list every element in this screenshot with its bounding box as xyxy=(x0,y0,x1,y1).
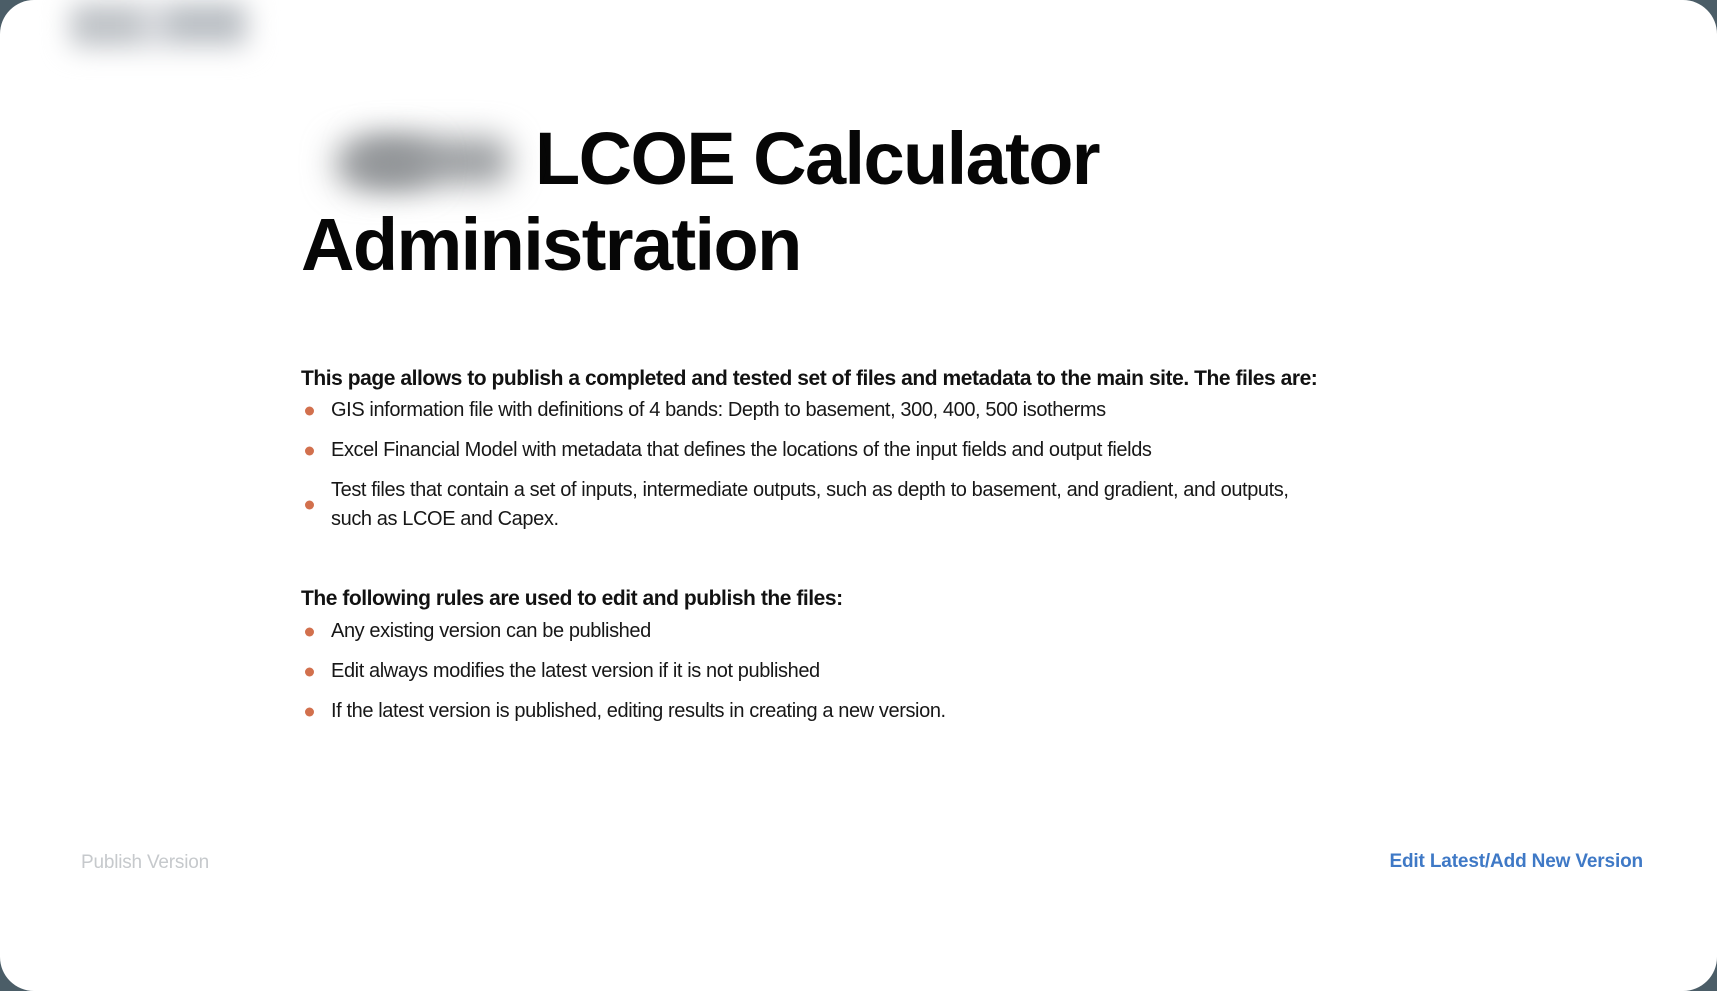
list-item: If the latest version is published, editing results in creating a new version. xyxy=(301,697,1301,726)
company-logo-redacted xyxy=(68,2,250,49)
page-title xyxy=(301,116,1451,288)
edit-latest-add-new-version-link[interactable]: Edit Latest/Add New Version xyxy=(1389,851,1643,872)
list-item: Test files that contain a set of inputs, intermediate outputs, such as depth to basement, and gradient, and outputs, such as LCOE and Capex. xyxy=(301,476,1301,534)
list-item: Edit always modifies the latest version if it is not published xyxy=(301,657,1301,686)
publish-version-button[interactable]: Publish Version xyxy=(81,852,209,873)
title-company-name-redacted xyxy=(301,132,533,188)
list-item: Any existing version can be published xyxy=(301,617,1301,646)
intro-file-list xyxy=(301,396,1301,534)
list-item: Excel Financial Model with metadata that defines the locations of the input fields and output fields xyxy=(301,436,1301,465)
rules-list xyxy=(301,617,1301,737)
rules-heading: The following rules are used to edit and publish the files: xyxy=(301,587,843,610)
page-title-text: LCOE Calculator Administration xyxy=(301,117,1099,286)
list-item: GIS information file with definitions of 4 bands: Depth to basement, 300, 400, 500 isotherms xyxy=(301,396,1301,425)
intro-heading: This page allows to publish a completed and tested set of files and metadata to the main site. The files are: xyxy=(301,367,1318,390)
